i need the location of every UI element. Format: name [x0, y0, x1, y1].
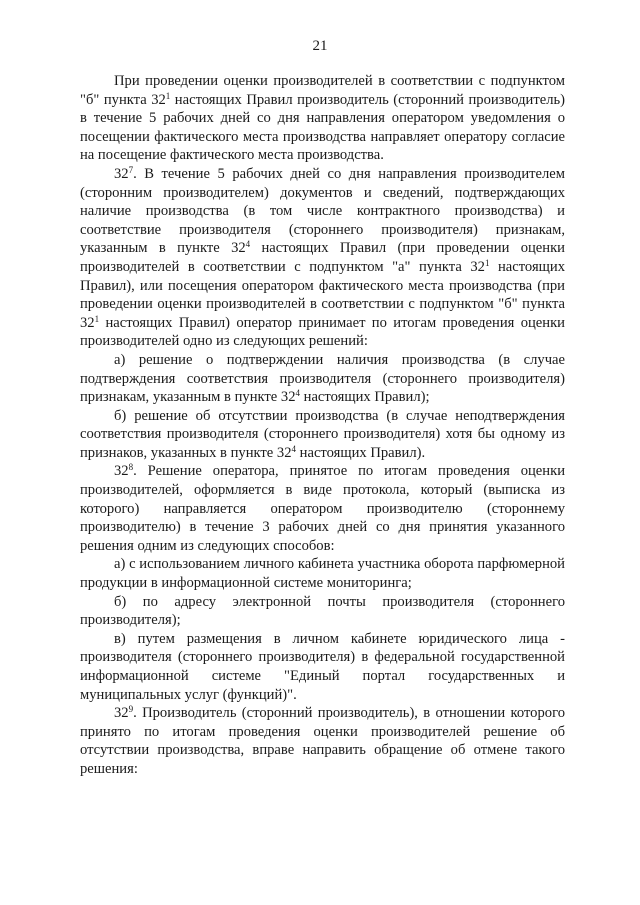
document-body: [80, 72, 565, 779]
paragraph-method-b: б) по адресу электронной почты производителя (стороннего производителя);: [80, 593, 565, 629]
paragraph-32-8: $32^8$. Решение оператора, принятое по итогам проведения оценки производителей, оформляется в виде протокола, который (выписка из которого) направляется оператором производителю (стороннему производителю) в течение 3 рабочих дней со дня принятия указанного решения одним из следующих способов:: [80, 462, 565, 554]
paragraph-method-c: в) путем размещения в личном кабинете юридического лица - производителя (стороннего производителя) в федеральной государственной информационной системе "Единый портал государственных и муниципальных услуг (функций)".: [80, 630, 565, 703]
paragraph-method-a: а) с использованием личного кабинета участника оборота парфюмерной продукции в информационной системе мониторинга;: [80, 556, 565, 592]
paragraph-consent-visit: При проведении оценки производителей в соответствии с подпунктом "б" пункта $32^1$ настоящих Правил производитель (сторонний производитель) в течение 5 рабочих дней со дня направления оператором уведомления о посещении фактического места производства направляет оператору согласие на посещение фактического места производства.: [80, 73, 565, 164]
paragraph-decision-b: б) решение об отсутствии производства (в случае неподтверждения соответствия производителя (стороннего производителя) хотя бы одному из признаков, указанных в пункте $32^4$ настоящих Правил).: [80, 407, 565, 461]
paragraph-32-7: $32^7$. В течение 5 рабочих дней со дня направления производителем (сторонним производителем) документов и сведений, подтверждающих наличие производства (в том числе контрактного производства) и соответствие производителя (стороннего производителя) признакам, указанным в пункте $32^4$ настоящих Правил (при проведении оценки производителей в соответствии с подпунктом "а" пункта $32^1$ настоящих Правил), или посещения оператором фактического места производства (при проведении оценки производителей в соответствии с подпунктом "б" пункта $32^1$ настоящих Правил) оператор принимает по итогам проведения оценки производителей одно из следующих решений:: [80, 164, 565, 350]
paragraph-decision-a: а) решение о подтверждении наличия производства (в случае подтверждения соответствия производителя (стороннего производителя) признакам, указанным в пункте $32^4$ настоящих Правил);: [80, 351, 565, 406]
paragraph-32-9: $32^9$. Производитель (сторонний производитель), в отношении которого принято по итогам проведения оценки производителей решение об отсутствии производства, вправе направить обращение об отмене такого решения:: [80, 704, 565, 777]
page-number: 21: [312, 38, 328, 54]
